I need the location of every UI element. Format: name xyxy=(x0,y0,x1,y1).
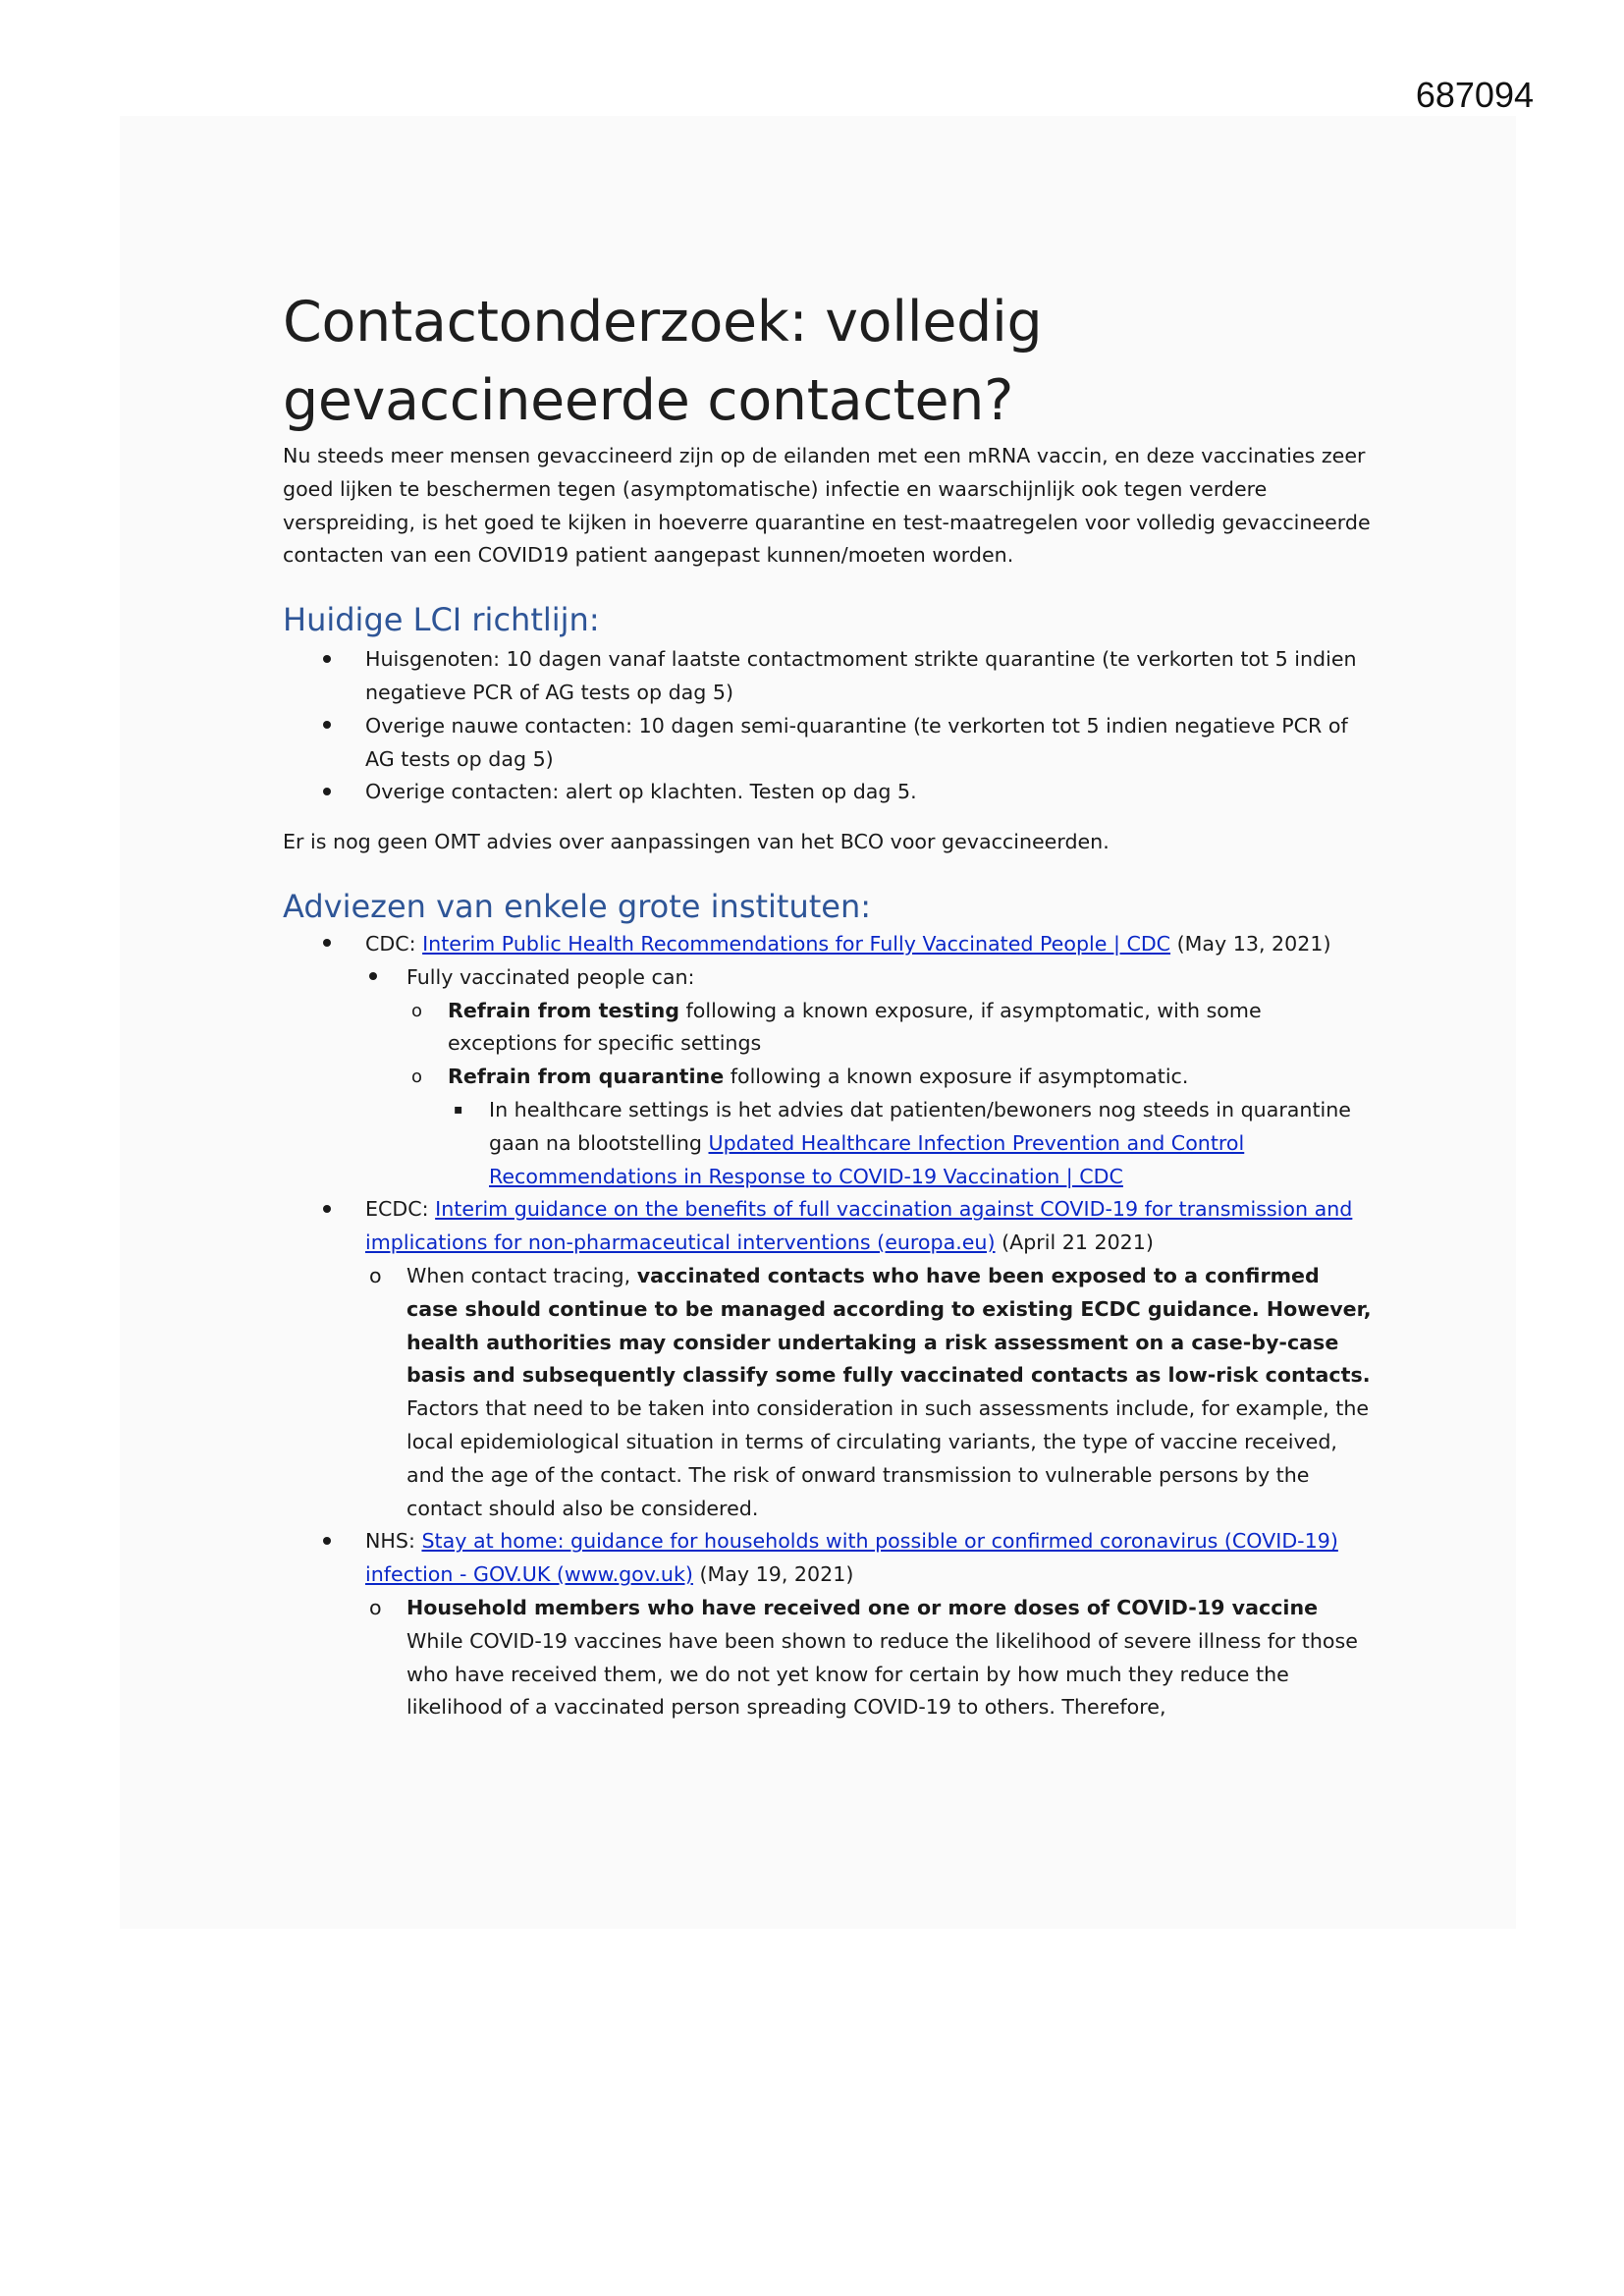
list-item: Huisgenoten: 10 dagen vanaf laatste contactmoment strikte quarantine (te verkorten tot 5 indien negatieve PCR of AG tests op dag 5) xyxy=(283,643,1373,710)
list-item-nhs: NHS: Stay at home: guidance for households with possible or confirmed coronavirus (COVID-19) infection - GOV.UK (www.gov.uk) (May 19, 2021) o Household members who have received one or more doses of COVID-19 vaccine While COVID-19 vaccines have been shown to reduce the likelihood of severe illness for those who have received them, we do not yet know for certain by how much they reduce the likelihood of a vaccinated person spreading COVID-19 to others. Therefore, xyxy=(283,1525,1373,1724)
list-item: Overige contacten: alert op klachten. Testen op dag 5. xyxy=(283,776,1373,809)
circle-bullet-icon: o xyxy=(411,1066,423,1088)
page-title: Contactonderzoek: volledig gevaccineerde contacten? xyxy=(283,290,1043,433)
ecdc-link[interactable]: Interim guidance on the benefits of full vaccination against COVID-19 for transmission and implications for non-pharmaceutical interventions (europa.eu) xyxy=(365,1197,1353,1255)
circle-bullet-icon: o xyxy=(411,1000,423,1021)
list-item: o Refrain from testing following a known exposure, if asymptomatic, with some exceptions for specific settings xyxy=(406,995,1373,1062)
bullet-icon xyxy=(323,1525,331,1558)
document-body xyxy=(283,283,1373,1724)
list-item: o Refrain from quarantine following a known exposure if asymptomatic. ▪ In healthcare settings is het advies dat patienten/bewoners nog steeds in quarantine gaan na blootstelling Updated Healthcare Infection Prevention and Control Recommendations in Response to COVID-19 Vaccination | CDC xyxy=(406,1061,1373,1193)
institutes-list xyxy=(283,928,1373,1724)
document-id: 687094 xyxy=(1415,75,1534,115)
section-heading-lci: Huidige LCI richtlijn: xyxy=(283,601,600,639)
omt-note: Er is nog geen OMT advies over aanpassingen van het BCO voor gevaccineerden. xyxy=(283,830,1110,854)
bullet-icon xyxy=(323,776,331,809)
lci-list xyxy=(283,643,1373,809)
cdc-healthcare-link[interactable]: Updated Healthcare Infection Prevention and Control Recommendations in Response to COVID-19 Vaccination | CDC xyxy=(489,1130,1245,1188)
intro-paragraph: Nu steeds meer mensen gevaccineerd zijn op de eilanden met een mRNA vaccin, en deze vaccinaties zeer goed lijken te beschermen tegen (asymptomatische) infectie en waarschijnlijk ook tegen verdere verspreiding, is het goed te kijken in hoeverre quarantine en test-maatregelen voor volledig gevaccineerde contacten van een COVID19 patient aangepast kunnen/moeten worden. xyxy=(283,444,1371,568)
bullet-icon xyxy=(323,710,331,743)
bullet-icon xyxy=(369,961,377,995)
cdc-link[interactable]: Interim Public Health Recommendations for Fully Vaccinated People | CDC xyxy=(422,931,1171,956)
bullet-icon xyxy=(323,1193,331,1227)
list-item: ▪ In healthcare settings is het advies dat patienten/bewoners nog steeds in quarantine gaan na blootstelling Updated Healthcare Infection Prevention and Control Recommendations in Response to COVID-19 Vaccination | CDC xyxy=(448,1094,1373,1193)
nhs-link[interactable]: Stay at home: guidance for households with possible or confirmed coronavirus (COVID-19) infection - GOV.UK (www.gov.uk) xyxy=(365,1529,1338,1587)
section-heading-institutes: Adviezen van enkele grote instituten: xyxy=(283,887,872,925)
bullet-icon xyxy=(323,643,331,677)
list-item: Overige nauwe contacten: 10 dagen semi-quarantine (te verkorten tot 5 indien negatieve PCR of AG tests op dag 5) xyxy=(283,710,1373,777)
square-bullet-icon: ▪ xyxy=(454,1101,463,1118)
list-item: Fully vaccinated people can: o Refrain from testing following a known exposure, if asymptomatic, with some exceptions for specific settings o Refrain from quarantine following a known exposure if asymptomatic. ▪ In healthcare settings is het advies dat patienten/bewoners nog steeds in quarantine gaan na blootstelling Updated Healthcare Infection Prevention and Control Recommendations in Response to COVID-19 Vaccination | CDC xyxy=(365,961,1373,1194)
list-item-ecdc: ECDC: Interim guidance on the benefits of full vaccination against COVID-19 for transmission and implications for non-pharmaceutical interventions (europa.eu) (April 21 2021) o When contact tracing, vaccinated contacts who have been exposed to a confirmed case should continue to be managed according to existing ECDC guidance. However, health authorities may consider undertaking a risk assessment on a case-by-case basis and subsequently classify some fully vaccinated contacts as low-risk contacts. Factors that need to be taken into consideration in such assessments include, for example, the local epidemiological situation in terms of circulating variants, the type of vaccine received, and the age of the contact. The risk of onward transmission to vulnerable persons by the contact should also be considered. xyxy=(283,1193,1373,1525)
list-item: o Household members who have received one or more doses of COVID-19 vaccine While COVID-19 vaccines have been shown to reduce the likelihood of severe illness for those who have received them, we do not yet know for certain by how much they reduce the likelihood of a vaccinated person spreading COVID-19 to others. Therefore, xyxy=(365,1592,1373,1724)
list-item-cdc: CDC: Interim Public Health Recommendations for Fully Vaccinated People | CDC (May 13, 2021) Fully vaccinated people can: o Refrain from testing following a known exposure, if asymptomatic, with some exceptions for specific settings o Refrain from quarantine following a known exposure if asymptomatic. ▪ In healthcare settings is het advies dat patienten/bewoners nog steeds in quarantine gaan na blootstelling Updated Healthcare Infection Prevention and Control Recommendations in Response to COVID-19 Vaccination | CDC xyxy=(283,928,1373,1193)
bullet-icon xyxy=(323,928,331,961)
circle-bullet-icon: o xyxy=(369,1595,382,1619)
circle-bullet-icon: o xyxy=(369,1263,382,1287)
list-item: o When contact tracing, vaccinated contacts who have been exposed to a confirmed case should continue to be managed according to existing ECDC guidance. However, health authorities may consider undertaking a risk assessment on a case-by-case basis and subsequently classify some fully vaccinated contacts as low-risk contacts. Factors that need to be taken into consideration in such assessments include, for example, the local epidemiological situation in terms of circulating variants, the type of vaccine received, and the age of the contact. The risk of onward transmission to vulnerable persons by the contact should also be considered. xyxy=(365,1260,1373,1525)
